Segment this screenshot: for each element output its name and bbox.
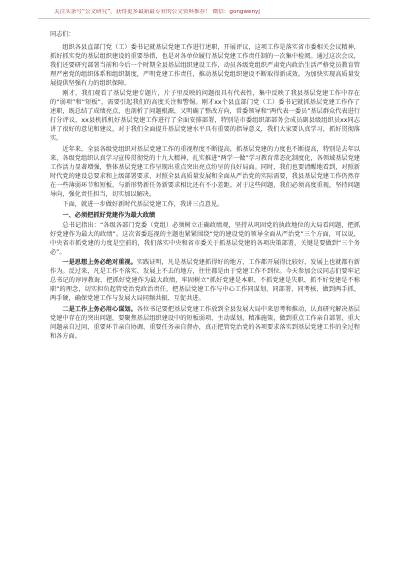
salutation: 同志们： (50, 31, 75, 38)
paragraph-text: 实践证明，凡是基层党建抓得好的地方，工作都开展得比较好，发展上也就都有新作为。反过来，凡是工作不落实、发展上不去的地方，往往都是由于党建工作不到位。今天参加会议同志们要牢记总书记的谆谆教诲，把抓好党建作为最大政绩，牢固树立“抓好党建是本职、不抓党建是失职、抓不好党建是不称职”的理念，切实担负起管党治党政治责任，把基层党建工作与中心工作同谋划、同部署、同考核，做到两手抓、两手硬，确保党建工作与发展大局同频共振、互促共进。 (50, 259, 360, 303)
paragraph: 近年来，全县各级党组织对基层党建工作的重视程度不断提高，抓基层党建的力度也不断提高，特别是去年以来，各级党组织认真学习宣传贯彻党的十九大精神，扎实推进“两学一做”学习教育常态化制度化，各领域基层党建工作活力显著增强，整体基层党建工作呈现出重点突出亮点纷呈的良好局面。同时，我们也要清醒地看到，对照新时代党的建设总要求和上级部署要求，对照全县高质量发展和全面从严治党的实际需要，我县基层党建工作仍然存在一些薄弱环节和短板，与新形势新任务新要求相比还有不小差距。对于这些问题，我们必须高度重视，坚持问题导向，强化责任担当，切实加以解决。 (50, 145, 360, 198)
document-body (50, 30, 360, 342)
promo-header: 关注头条号“公文研究”，获得更多最新最专业的公文资料推荐！ 微信：gongwenyj (54, 9, 260, 15)
paragraph-lead: 二是工作上务必用心谋划。 (62, 305, 137, 313)
section-heading: 一、必须把抓好党建作为最大政绩 (62, 211, 156, 219)
paragraph (50, 258, 360, 303)
paragraph: 总书记指出：“各级各部门党委（党组）必须树立正确政绩观，坚持从巩固党的执政地位的大局看问题，把抓好党建作为最大的政绩”。这次省委巡视的主题也紧紧围绕“党的建设党的领导全面从严治党”三个方面，可以说，中央省市抓党建的力度是空前的，我们落实中央和省市委关于抓基层党建的各项决策部署，关键是要做到“三个务必”。 (50, 221, 360, 256)
header-divider (38, 18, 370, 19)
paragraph-text: 各位书记要把基层党建工作放到全县发展大局中来思考和推动，认真研究解决基层党建中存在的突出问题，要聚焦基层组织建设中的短板弱项，主动谋划、精准施策，做到重点工作亲自部署、重大问题亲自过问、重要环节亲自协调、重要任务亲自督办，真正把管党治党的各项要求落实到基层党建工作的全过程和各方面。 (50, 305, 360, 340)
paragraph: 下面，就进一步做好新时代基层党建工作，我讲三点意见。 (62, 201, 224, 209)
paragraph: 刚才，我们观看了基层党建专题片，片子里反映的问题很具有代表性，集中反映了我县基层党建工作中存在的“弱项”和“短板”，需要引起我们的高度关注和警惕。刚才xx个县直部门党（工）委书记就抓基层党建工作作了述职，既总结了成绩亮点，也剖析了问题根源，又明确了整改方向，常委领导和“两代表一委员”基层群众代表进行打分评议，xx县机抓机好基层党建工作进行了全面安排部署，特别是市委组织部部务会成员副县级组织员xx同志讲了很好的意见和建议，对于我们全面提升基层党建水平具有重要的指导意义，我们大家要认真学习，抓好贯彻落实。 (50, 90, 360, 143)
paragraph: 组织各县直部门党（工）委书记就基层党建工作进行述职，开展评议，这项工作是落实省市委相关会议精神，抓好抓实党的基层组织建设的重要举措，也是对各单位履行基层党建工作责任制的一次集中检阅。通过这次会议，我们还要研究部署当前和今后一个时期全县基层组织建设工作，动员各级党组织严肃党内政治生活严格党员教育管理严密党的组织体系和组织制度，严明党建工作责任，推动基层党组织建设不断取得新成效，为加快实现高质量发展提供坚强有力的组织保障。 (50, 44, 360, 87)
paragraph-lead: 一是思想上务必绝对重视。 (62, 259, 137, 267)
paragraph (50, 305, 360, 341)
